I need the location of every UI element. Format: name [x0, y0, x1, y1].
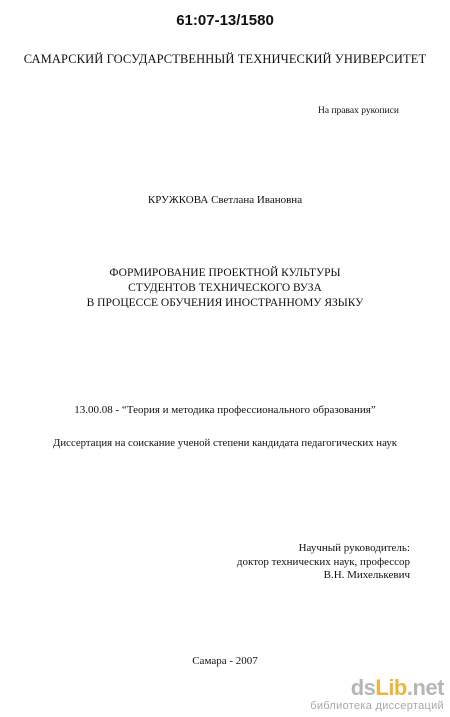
specialty-code: 13.00.08 - “Теория и методика профессионального образования” [74, 404, 376, 416]
title-line: ФОРМИРОВАНИЕ ПРОЕКТНОЙ КУЛЬТУРЫ [109, 267, 341, 279]
supervisor-block [237, 542, 410, 583]
title-line: В ПРОЦЕССЕ ОБУЧЕНИЯ ИНОСТРАННОМУ ЯЗЫКУ [86, 297, 364, 309]
watermark-subtitle: библиотека диссертаций [310, 700, 444, 712]
title-line: СТУДЕНТОВ ТЕХНИЧЕСКОГО ВУЗА [128, 282, 322, 294]
rights-note: На правах рукописи [318, 106, 399, 116]
watermark-logo-part: Lib [375, 675, 407, 700]
catalog-code: 61:07-13/1580 [176, 12, 274, 29]
supervisor-name: В.Н. Михелькевич [323, 569, 410, 581]
university-name: САМАРСКИЙ ГОСУДАРСТВЕННЫЙ ТЕХНИЧЕСКИЙ УНИВЕРСИТЕТ [23, 52, 427, 66]
dissertation-note: Диссертация на соискание ученой степени кандидата педагогических наук [53, 437, 397, 449]
watermark-logo-part: ds [350, 675, 376, 700]
watermark-logo-part: .net [406, 675, 444, 700]
watermark [310, 676, 444, 713]
author-name: КРУЖКОВА Светлана Ивановна [147, 194, 303, 206]
city-year: Самара - 2007 [192, 655, 258, 667]
supervisor-degree: доктор технических наук, профессор [236, 555, 410, 568]
watermark-logo [310, 676, 444, 700]
dissertation-title [0, 266, 450, 311]
supervisor-label: Научный руководитель: [298, 542, 410, 554]
